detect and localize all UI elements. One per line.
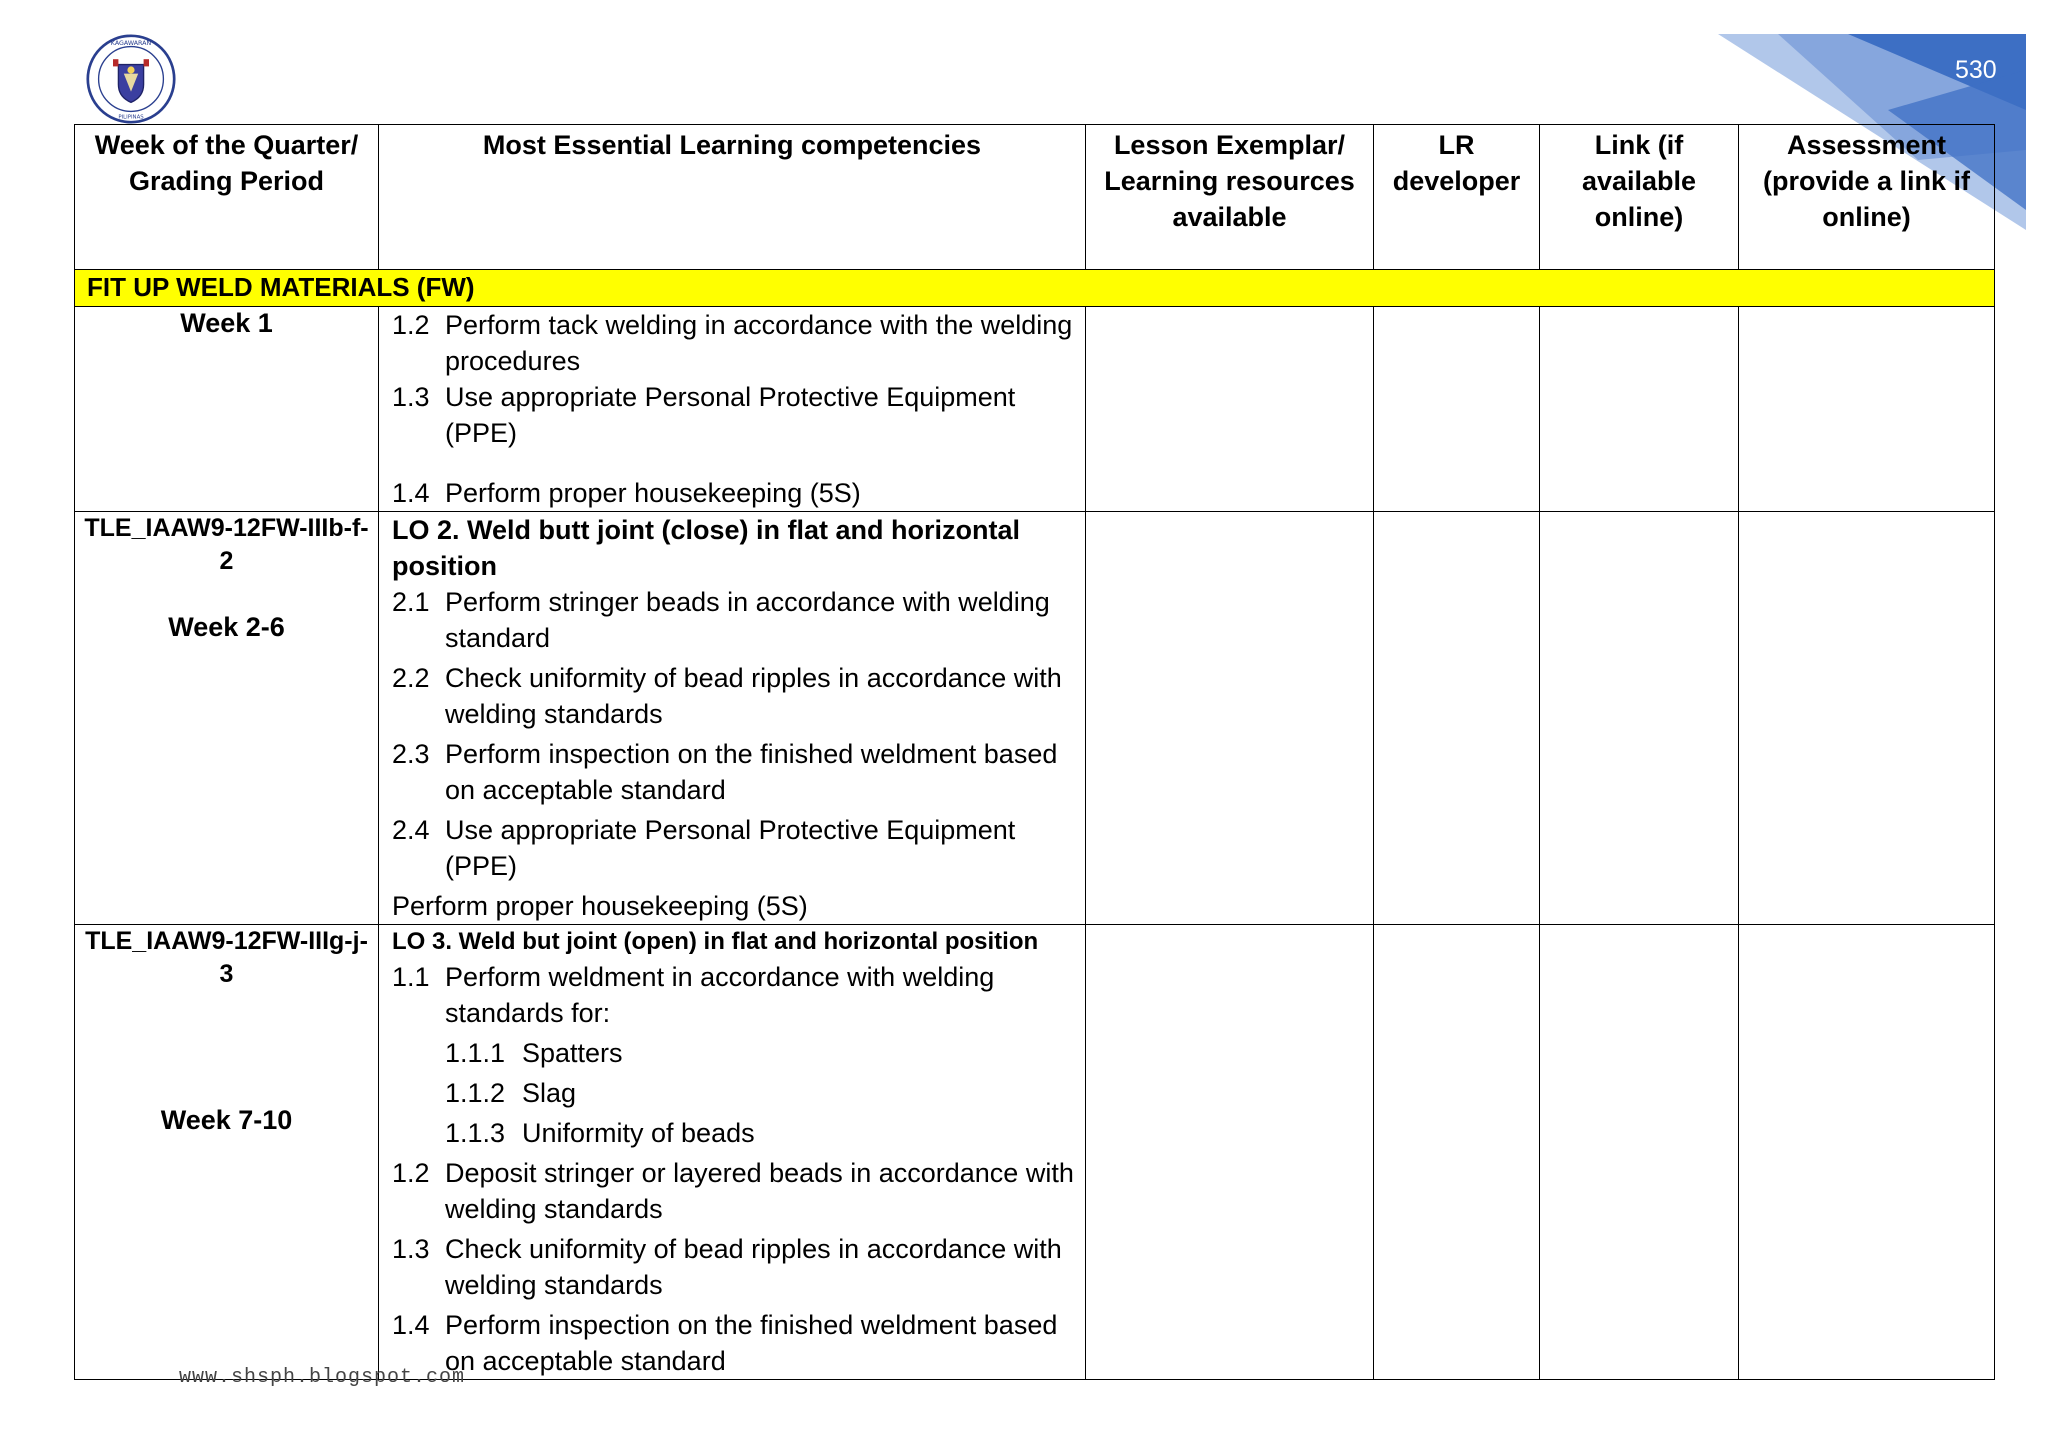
lo-heading: LO 2. Weld butt joint (close) in flat and horizontal position — [392, 515, 1020, 581]
competency-item — [392, 812, 1075, 884]
section-row — [75, 270, 1995, 307]
lr-developer-cell — [1374, 925, 1540, 1380]
week-label: Week 2-6 — [168, 612, 285, 642]
subitem-text: Spatters — [522, 1038, 623, 1068]
item-text: Perform weldment in accordance with welding standards for: — [445, 962, 995, 1028]
assessment-cell — [1739, 925, 1995, 1380]
item-number: 2.1 — [392, 587, 430, 617]
item-text: Check uniformity of bead ripples in accordance with welding standards — [445, 663, 1062, 729]
item-text: Deposit stringer or layered beads in accordance with welding standards — [445, 1158, 1074, 1224]
subitem-number: 1.1.3 — [445, 1118, 506, 1148]
competency-subitem — [445, 1075, 1075, 1111]
week-cell — [75, 307, 379, 512]
item-text: Use appropriate Personal Protective Equipment (PPE) — [445, 815, 1016, 881]
competency-code: TLE_IAAW9-12FW-IIIg-j-3 — [85, 927, 368, 988]
table-row — [75, 925, 1995, 1380]
svg-text:PILIPINAS: PILIPINAS — [118, 114, 144, 121]
item-number: 1.3 — [392, 382, 430, 412]
competency-cell — [379, 925, 1086, 1380]
header-row — [75, 125, 1995, 270]
item-text: Perform inspection on the finished weldment based on acceptable standard — [445, 1310, 1058, 1376]
item-number: 1.2 — [392, 310, 430, 340]
col-header-link: Link (if available online) — [1540, 125, 1739, 270]
item-text: Use appropriate Personal Protective Equipment (PPE) — [445, 382, 1016, 448]
item-text: Perform proper housekeeping (5S) — [445, 478, 861, 508]
subitem-number: 1.1.2 — [445, 1078, 506, 1108]
col-header-week: Week of the Quarter/ Grading Period — [75, 125, 379, 270]
competency-item — [392, 736, 1075, 808]
lesson-exemplar-cell — [1086, 512, 1374, 925]
week-label: Week 7-10 — [160, 1105, 293, 1135]
subitem-text: Slag — [522, 1078, 577, 1108]
competency-cell — [379, 307, 1086, 512]
lesson-exemplar-cell — [1086, 925, 1374, 1380]
competency-item — [392, 584, 1075, 656]
section-title: FIT UP WELD MATERIALS (FW) — [75, 270, 1995, 307]
col-header-lr-developer: LR developer — [1374, 125, 1540, 270]
col-header-melc: Most Essential Learning competencies — [379, 125, 1086, 270]
deped-seal-logo — [86, 34, 176, 124]
table-row — [75, 307, 1995, 512]
competency-item — [392, 1307, 1075, 1379]
item-text: Perform stringer beads in accordance with welding standard — [445, 587, 1050, 653]
week-cell — [75, 925, 379, 1380]
item-text: Check uniformity of bead ripples in accordance with welding standards — [445, 1234, 1062, 1300]
competency-subitem — [445, 1115, 1075, 1151]
competency-subitem — [445, 1035, 1075, 1071]
page-number: 530 — [1955, 56, 1997, 84]
competency-item: Perform proper housekeeping (5S) — [392, 891, 808, 921]
svg-text:KAGAWARAN: KAGAWARAN — [110, 39, 152, 47]
lo-heading: LO 3. Weld but joint (open) in flat and horizontal position — [392, 928, 1039, 955]
week-label: Week 1 — [180, 308, 273, 338]
item-number: 2.2 — [392, 663, 430, 693]
curriculum-table — [74, 124, 1995, 1380]
link-cell — [1540, 307, 1739, 512]
item-number: 1.4 — [392, 1310, 430, 1340]
item-number: 1.1 — [392, 962, 430, 992]
table-row — [75, 512, 1995, 925]
item-number: 1.4 — [392, 478, 430, 508]
footer-url: www.shsph.blogspot.com — [179, 1366, 466, 1389]
competency-item — [392, 660, 1075, 732]
competency-item — [392, 307, 1075, 379]
item-number: 1.2 — [392, 1158, 430, 1188]
lr-developer-cell — [1374, 512, 1540, 925]
item-text: Perform tack welding in accordance with the welding procedures — [445, 310, 1073, 376]
competency-item — [392, 475, 1075, 511]
col-header-lesson-exemplar: Lesson Exemplar/ Learning resources available — [1086, 125, 1374, 270]
item-number: 2.4 — [392, 815, 430, 845]
link-cell — [1540, 925, 1739, 1380]
item-text: Perform inspection on the finished weldment based on acceptable standard — [445, 739, 1058, 805]
assessment-cell — [1739, 307, 1995, 512]
week-cell — [75, 512, 379, 925]
lr-developer-cell — [1374, 307, 1540, 512]
col-header-assessment: Assessment (provide a link if online) — [1739, 125, 1995, 270]
assessment-cell — [1739, 512, 1995, 925]
competency-cell — [379, 512, 1086, 925]
item-number: 2.3 — [392, 739, 430, 769]
subitem-number: 1.1.1 — [445, 1038, 506, 1068]
competency-code: TLE_IAAW9-12FW-IIIb-f-2 — [84, 514, 369, 575]
item-number: 1.3 — [392, 1234, 430, 1264]
competency-item — [392, 1231, 1075, 1303]
competency-item — [392, 1155, 1075, 1227]
link-cell — [1540, 512, 1739, 925]
lesson-exemplar-cell — [1086, 307, 1374, 512]
competency-item — [392, 379, 1075, 451]
subitem-text: Uniformity of beads — [522, 1118, 755, 1148]
competency-item — [392, 959, 1075, 1031]
